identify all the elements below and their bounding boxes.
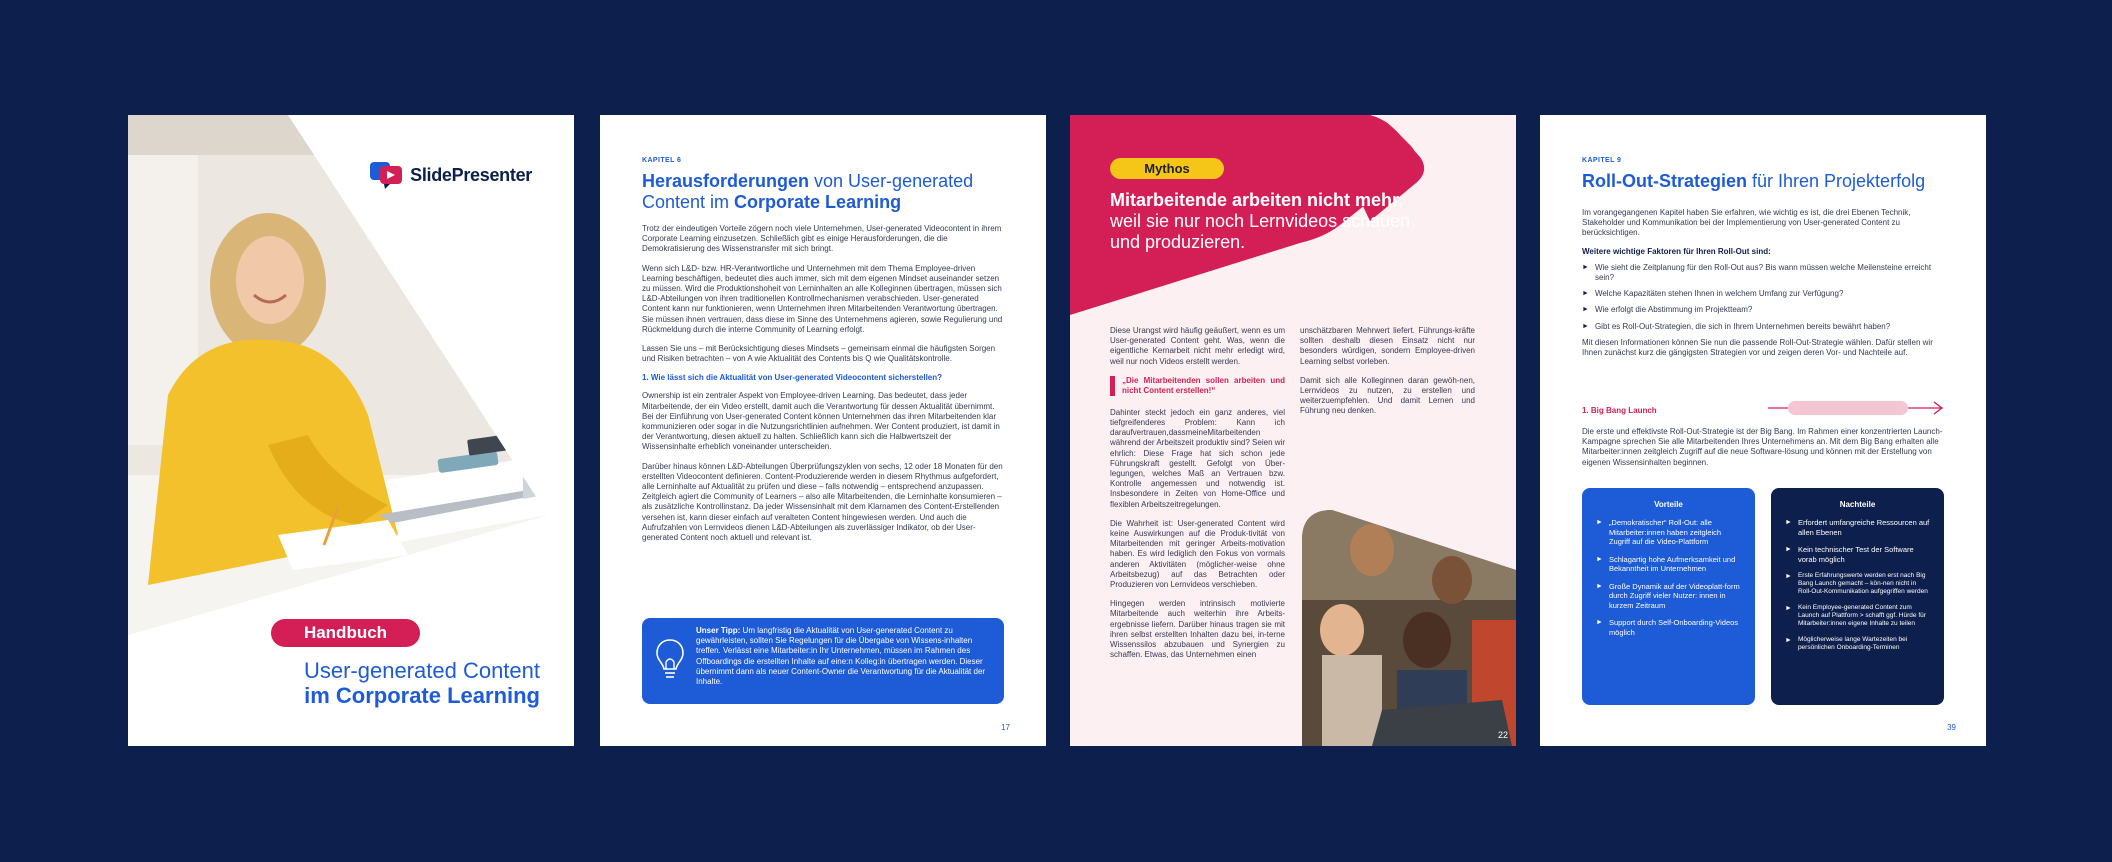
nachteil-text: Erfordert umfangreiche Ressourcen auf allen Ebenen: [1797, 518, 1930, 537]
paragraph: Diese Urangst wird häufig geäußert, wenn es um User-generated Content geht. Was, wenn die eigentliche Kernarbeit nicht mehr erledigt wird, weil nur noch Videos erstellt werden.: [1110, 326, 1285, 366]
nachteil-item: [1785, 604, 1930, 628]
factor-item: [1582, 263, 1952, 283]
slidepresenter-logo-icon: [370, 160, 404, 190]
page-17: [600, 115, 1046, 746]
factor-item: [1582, 305, 1952, 315]
column-right: [1300, 326, 1475, 426]
vorteile-box: [1582, 488, 1755, 705]
bullet-triangle-icon: ►: [1785, 519, 1792, 526]
tip-text: [696, 626, 994, 687]
title-bold-1: Herausforderungen: [642, 171, 810, 191]
title-bold-2: Corporate Learning: [734, 192, 902, 212]
factor-text: Gibt es Roll-Out-Strategien, die sich in Ihrem Unternehmen bereits bewährt haben?: [1594, 321, 1891, 331]
mythos-title-rest: weil sie nur noch Lernvideos schauen und produzieren.: [1110, 211, 1411, 252]
title-bold: Roll-Out-Strategien: [1582, 171, 1747, 191]
bullet-triangle-icon: ►: [1785, 573, 1792, 580]
bullet-triangle-icon: ►: [1596, 582, 1603, 590]
chapter-label: KAPITEL 6: [642, 157, 682, 164]
cover-photo-woman-writing: [128, 115, 574, 635]
vorteil-item: [1596, 518, 1741, 547]
tip-label: Unser Tipp:: [696, 626, 741, 635]
bullet-triangle-icon: ►: [1582, 290, 1589, 298]
handbuch-badge: Handbuch: [271, 619, 420, 647]
paragraph: Ownership ist ein zentraler Aspekt von Employee-driven Learning. Das bedeutet, dass jeder Mitarbeitende, der ein Video erstellt, damit auch die Verantwortung für dessen Aktualität übernimmt. Bei der Einführung von User-generated Content können Unternehmen das ihren Mitarbeitenden klar kommunizieren oder sogar in die Nutzungsrichtlinien aufnehmen. Wer Content produziert, ist damit in der Verantwortung, diesen aktuell zu halten. Schließlich kann sich die Halbwertszeit der Wissensinhalte erheblich voneinander unterscheiden.: [642, 391, 1000, 452]
nachteil-text: Möglicherweise lange Wartezeiten bei persönlichen Onboarding-Terminen: [1797, 636, 1908, 651]
paragraph: Darüber hinaus können L&D-Abteilungen Überprüfungszyklen von sechs, 12 oder 18 Monaten für den erstellten Videocontent definieren. Content-Produzierende werden in diesem Rhythmus aufgefordert, alle Lerninhalte auf Aktualität zu prüfen und diese – falls notwendig – entsprechend anzupassen. Zeitgleich agiert die Community of Learners – also alle Mitarbeitenden, die Lerninhalte konsumieren – als zusätzliche Kontrollinstanz. Da jeder Wissensinhalt mit dem Klarnamen des Content-Erstellenden versehen ist, kann dieser einfach auf veralteten Content hingewiesen werden. Und auch die Aufrufzahlen von Lernvideos dienen L&D-Abteilungen als zuverlässiger Indikator, ob der User-generated Content noch aktuell und relevant ist.: [642, 461, 1003, 543]
vorteile-heading: Vorteile: [1654, 500, 1683, 509]
bullet-triangle-icon: ►: [1596, 519, 1603, 526]
cover-page: [128, 115, 574, 746]
nachteile-box: [1771, 488, 1944, 705]
bullet-triangle-icon: ►: [1785, 546, 1792, 553]
tip-body: Um langfristig die Aktualität von User-generated Content zu gewährleisten, sollten Sie Regelungen für die Übergabe von Wissens-inhalten treffen. Verlässt eine Mitarbeiter:in Ihr Unternehmen, müssen im Rahmen des Offboardings die erstellten Inhalte auf eine:n Kolleg:in übertragen werden. Dieser übernimmt dann als neuer Content-Owner die Verantwortung für die Aktualität der Inhalte.: [696, 626, 986, 687]
factor-item: [1582, 289, 1952, 299]
group-photo-people-laptop: [1302, 510, 1516, 746]
nachteil-item: [1785, 518, 1930, 537]
page-title: [1582, 171, 1952, 192]
factor-text: Wie sieht die Zeitplanung für den Roll-Out aus? Bis wann müssen welche Meilensteine erreicht sein?: [1594, 262, 1932, 283]
bullet-triangle-icon: ►: [1596, 619, 1603, 626]
nachteil-item: [1785, 636, 1930, 652]
tip-box: [642, 618, 1004, 704]
mythos-badge: Mythos: [1110, 158, 1224, 179]
page-body: [1582, 208, 1952, 358]
factor-text: Wie erfolgt die Abstimmung im Projektteam?: [1594, 305, 1753, 315]
page-number: 22: [1498, 730, 1509, 740]
nachteil-text: Kein technischer Test der Software vorab möglich: [1797, 545, 1914, 564]
bullet-triangle-icon: ►: [1582, 306, 1589, 314]
quote-bar: [1110, 376, 1115, 396]
nachteil-text: Erste Erfahrungswerte werden erst nach Big Bang Launch gemacht – kön-nen nicht in Roll-Out-Kommunikation aufgegriffen werden: [1797, 572, 1928, 595]
bullet-triangle-icon: ►: [1582, 263, 1589, 271]
cover-title-line2: im Corporate Learning: [304, 683, 540, 708]
page-number: 39: [1947, 723, 1956, 732]
mythos-title: [1110, 190, 1440, 253]
factor-item: [1582, 322, 1952, 332]
big-bang-text: Die erste und effektivste Roll-Out-Strategie ist der Big Bang. Im Rahmen einer konzentrierten Launch-Kampagne sprechen Sie alle Mitarbeitenden Ihres Unternehmens an. Mit dem Big Bang erhalten alle Mitarbeiter:innen zeitgleich Zugriff auf die neue Software-lösung und können mit der Erstellung von eigenen Wissensinhalten beginnen.: [1582, 427, 1943, 467]
nachteil-text: Kein Employee-generated Content zum Launch auf Plattform > schafft ggf. Hürde für Mitarbeiter:innen eigene Inhalte zu teilen: [1797, 604, 1926, 627]
subheading: 1. Wie lässt sich die Aktualität von User-generated Videocontent sicherstellen?: [642, 373, 943, 383]
page-title: [642, 171, 1012, 213]
nachteile-heading: Nachteile: [1839, 500, 1876, 509]
vorteil-item: [1596, 555, 1741, 574]
vorteil-text: „Demokratischer“ Roll-Out: alle Mitarbeiter:innen haben zeitgleich Zugriff auf die Video-Plattform: [1608, 518, 1722, 546]
lightbulb-icon: [654, 636, 686, 684]
cover-title: [162, 658, 540, 708]
nachteil-item: [1785, 545, 1930, 564]
page-22: [1070, 115, 1516, 746]
paragraph: Hingegen werden intrinsisch motivierte Mitarbeitende auch weiterhin ihre Arbeits-ergebnisse liefern. Darüber hinaus tragen sie mit ihren selbst erstellten Inhalten dazu bei, in-terne Wissenssilos abzubauen und Synergien zu schaffen. Etwas, das Unternehmen einen: [1110, 599, 1285, 660]
nachteil-item: [1785, 572, 1930, 596]
column-left: [1110, 326, 1285, 669]
bullet-triangle-icon: ►: [1785, 605, 1792, 612]
factor-text: Welche Kapazitäten stehen Ihnen in welchem Umfang zur Verfügung?: [1594, 289, 1844, 299]
factors-heading: Weitere wichtige Faktoren für Ihren Roll-Out sind:: [1582, 246, 1771, 256]
paragraph: Damit sich alle Kolleginnen daran gewöh-nen, Lernvideos zu nutzen, zu erstellen und weiterzuempfehlen. Und damit Lernen und Führung neu denken.: [1300, 375, 1475, 416]
quote-text: „Die Mitarbeitenden sollen arbeiten und nicht Content erstellen!“: [1122, 375, 1285, 395]
vorteil-text: Support durch Self-Onboarding-Videos möglich: [1608, 618, 1739, 637]
logo-text: SlidePresenter: [410, 164, 532, 185]
pull-quote: [1110, 376, 1285, 396]
intro-paragraph: Im vorangegangenen Kapitel haben Sie erfahren, wie wichtig es ist, die drei Ebenen Technik, Stakeholder und Kommunikation bei der Implementierung von User-generated Content zu berücksichtigen.: [1582, 208, 1911, 238]
title-rest: für Ihren Projekterfolg: [1747, 171, 1926, 191]
title-rest-1: von User-generated Content im: [642, 171, 974, 212]
vorteil-text: Schlagartig hohe Aufmerksamkeit und Bekanntheit im Unternehmen: [1608, 554, 1736, 573]
paragraph: Die Wahrheit ist: User-generated Content wird keine Auswirkungen auf die Produk-tivität von Mitarbeitenden mit geringer Arbeits-motivation haben. Es wird lediglich den Fokus von vormals anderen Aktivitäten (möglicher-weise ohne Arbeitsbezug) auf das Betrachten oder Produzieren von Lernvideos verschieben.: [1110, 518, 1285, 590]
paragraph: Trotz der eindeutigen Vorteile zögern noch viele Unternehmen, User-generated Videocontent in ihrem Corporate Learning einzusetzen. Schließlich gibt es einige Herausforderungen, die die Demokratisierung des Wissenstransfer mit sich bringt.: [642, 224, 1002, 254]
slidepresenter-logo: [370, 160, 532, 190]
bullet-triangle-icon: ►: [1582, 322, 1589, 330]
vorteil-item: [1596, 582, 1741, 611]
chapter-label: KAPITEL 9: [1582, 157, 1622, 164]
paragraph: Wenn sich L&D- bzw. HR-Verantwortliche und Unternehmen mit dem Thema Employee-driven Learning beschäftigen, bedeutet dies auch immer, sich mit dem eigenen Mindset auseinander setzen zu müssen. Wird die Produktionshoheit von Lerninhalten an alle Kolleginnen übertragen, müssen sich L&D-Abteilungen von ihren traditionellen Kontrollmechanismen verabschieden. User-generated Content kann nur funktionieren, wenn Unternehmen ihren Mitarbeitenden Verantwortung übertragen. Sie müssen ihnen vertrauen, dass diese im Sinne des Unternehmens agieren, sowie Regulierung und Rückmeldung durch die interne Community of Learning erfolgt.: [642, 263, 1003, 334]
paragraph: Lassen Sie uns – mit Berücksichtigung dieses Mindsets – gemeinsam einmal die häufigsten Sorgen und Risiken betrachten – von A wie Aktualität des Contents bis Q wie Qualitätskontrolle.: [642, 344, 996, 364]
vorteil-item: [1596, 618, 1741, 637]
mythos-title-bold: Mitarbeitende arbeiten nicht mehr,: [1110, 190, 1404, 210]
bullet-triangle-icon: ►: [1596, 555, 1603, 563]
cover-title-line1: User-generated Content: [303, 658, 540, 683]
big-bang-label: 1. Big Bang Launch: [1582, 406, 1657, 415]
page-body: [642, 224, 1004, 552]
vorteil-text: Große Dynamik auf der Videoplatt-form durch Zugriff vieler Nutzer: innen in kurzem Zeitraum: [1608, 581, 1740, 610]
paragraph: unschätzbaren Mehrwert liefert. Führungs-kräfte sollten deshalb diesen Einsatz nicht nur besonders würdigen, sondern Employee-driven Learning selbst vorleben.: [1300, 326, 1475, 366]
page-number: 17: [1001, 723, 1010, 732]
arrow-right-icon: [1768, 399, 1948, 417]
bullet-triangle-icon: ►: [1785, 637, 1792, 644]
outro-paragraph: Mit diesen Informationen können Sie nun die passende Roll-Out-Strategie wählen. Dafür stellen wir Ihnen zunächst kurz die gängigsten Strategien vor und zeigen deren Vor- und Nachteile auf.: [1582, 337, 1933, 358]
page-39: [1540, 115, 1986, 746]
paragraph: Dahinter steckt jedoch ein ganz anderes, viel tiefgreifenderes Problem: Kann ich daraufvertrauen,dassmeineMitarbeitenden während der Arbeitszeit produktiv sind? Seien wir ehrlich: Diese Frage hat sich schon jede Führungskraft gestellt. Gefolgt von Über-legungen, welches Maß an Vertrauen bzw. Kontrolle angemessen und notwendig ist. Insbesondere in Zeiten von Home-Office und flexiblen Arbeitszeitregelungen.: [1110, 407, 1285, 509]
